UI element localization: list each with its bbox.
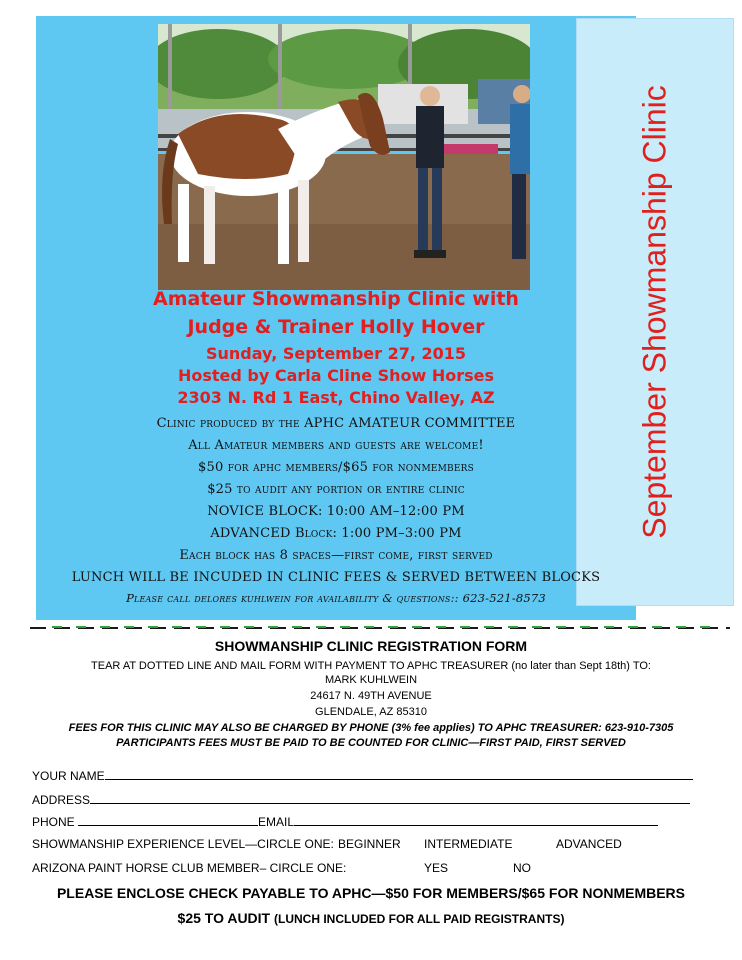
- address-label: ADDRESS: [32, 793, 91, 807]
- event-date: Sunday, September 27, 2015: [205, 344, 467, 363]
- option-no[interactable]: NO: [513, 861, 531, 875]
- event-host: Hosted by Carla Cline Show Horses: [177, 366, 495, 385]
- detail-welcome: All Amateur members and guests are welcome!: [188, 438, 484, 453]
- option-yes[interactable]: YES: [424, 861, 449, 875]
- phone-email-field[interactable]: [32, 814, 658, 829]
- detail-fees: $50 for aphc members/$65 for nonmembers: [198, 460, 474, 475]
- audit-note: (LUNCH INCLUDED FOR ALL PAID REGISTRANTS): [274, 912, 565, 926]
- enclose-check-note: PLEASE ENCLOSE CHECK PAYABLE TO APHC—$50 FOR MEMBERS/$65 FOR NONMEMBERS: [56, 885, 686, 901]
- email-label: EMAIL: [258, 815, 295, 829]
- event-address: 2303 N. Rd 1 East, Chino Valley, AZ: [177, 388, 495, 407]
- phone-label: PHONE: [32, 815, 75, 829]
- member-label: ARIZONA PAINT HORSE CLUB MEMBER– CIRCLE ONE:: [32, 861, 347, 875]
- detail-novice-block: NOVICE BLOCK: 10:00 AM–12:00 PM: [207, 504, 465, 519]
- option-beginner[interactable]: BEGINNER: [338, 837, 401, 851]
- side-title: September Showmanship Clinic: [636, 85, 673, 539]
- detail-contact: Please call delores kuhlwein for availability & questions:: 623-521-8573: [126, 591, 546, 605]
- name-label: YOUR NAME: [32, 769, 105, 783]
- audit-line: [0, 910, 742, 926]
- option-intermediate[interactable]: INTERMEDIATE: [424, 837, 513, 851]
- phone-payment-note: FEES FOR THIS CLINIC MAY ALSO BE CHARGED BY PHONE (3% fee applies) TO APHC TREASURER: 623-910-7305: [68, 722, 674, 734]
- detail-audit: $25 to audit any portion or entire clinic: [207, 482, 465, 497]
- horse-photo-image: [158, 24, 530, 290]
- detail-lunch: LUNCH WILL BE INCUDED IN CLINIC FEES & SERVED BETWEEN BLOCKS: [71, 570, 601, 585]
- paid-note: PARTICIPANTS FEES MUST BE PAID TO BE COUNTED FOR CLINIC—FIRST PAID, FIRST SERVED: [116, 737, 626, 749]
- mail-city: GLENDALE, AZ 85310: [315, 706, 427, 718]
- detail-advanced-block: ADVANCED Block: 1:00 PM–3:00 PM: [210, 526, 462, 541]
- address-field[interactable]: [32, 792, 690, 807]
- name-line[interactable]: [105, 768, 693, 780]
- mail-name: MARK KUHLWEIN: [324, 674, 418, 686]
- tear-line: [30, 625, 730, 631]
- phone-line[interactable]: [78, 814, 258, 826]
- audit-main: $25 TO AUDIT: [177, 910, 271, 926]
- address-line[interactable]: [90, 792, 690, 804]
- mail-street: 24617 N. 49TH AVENUE: [310, 690, 432, 702]
- horse-photo: [158, 24, 530, 290]
- headline-line-2: Judge & Trainer Holly Hover: [187, 316, 485, 338]
- detail-spaces: Each block has 8 spaces—first come, first served: [179, 548, 493, 563]
- option-advanced[interactable]: ADVANCED: [556, 837, 622, 851]
- email-line[interactable]: [294, 814, 658, 826]
- detail-committee: Clinic produced by the APHC AMATEUR COMMITTEE: [156, 416, 516, 431]
- form-title: SHOWMANSHIP CLINIC REGISTRATION FORM: [214, 638, 528, 654]
- experience-label: SHOWMANSHIP EXPERIENCE LEVEL—CIRCLE ONE:: [32, 837, 334, 851]
- headline-line-1: Amateur Showmanship Clinic with: [153, 288, 519, 310]
- name-field[interactable]: [32, 768, 693, 783]
- form-instructions: TEAR AT DOTTED LINE AND MAIL FORM WITH PAYMENT TO APHC TREASURER (no later than Sept 18th) TO:: [91, 660, 651, 672]
